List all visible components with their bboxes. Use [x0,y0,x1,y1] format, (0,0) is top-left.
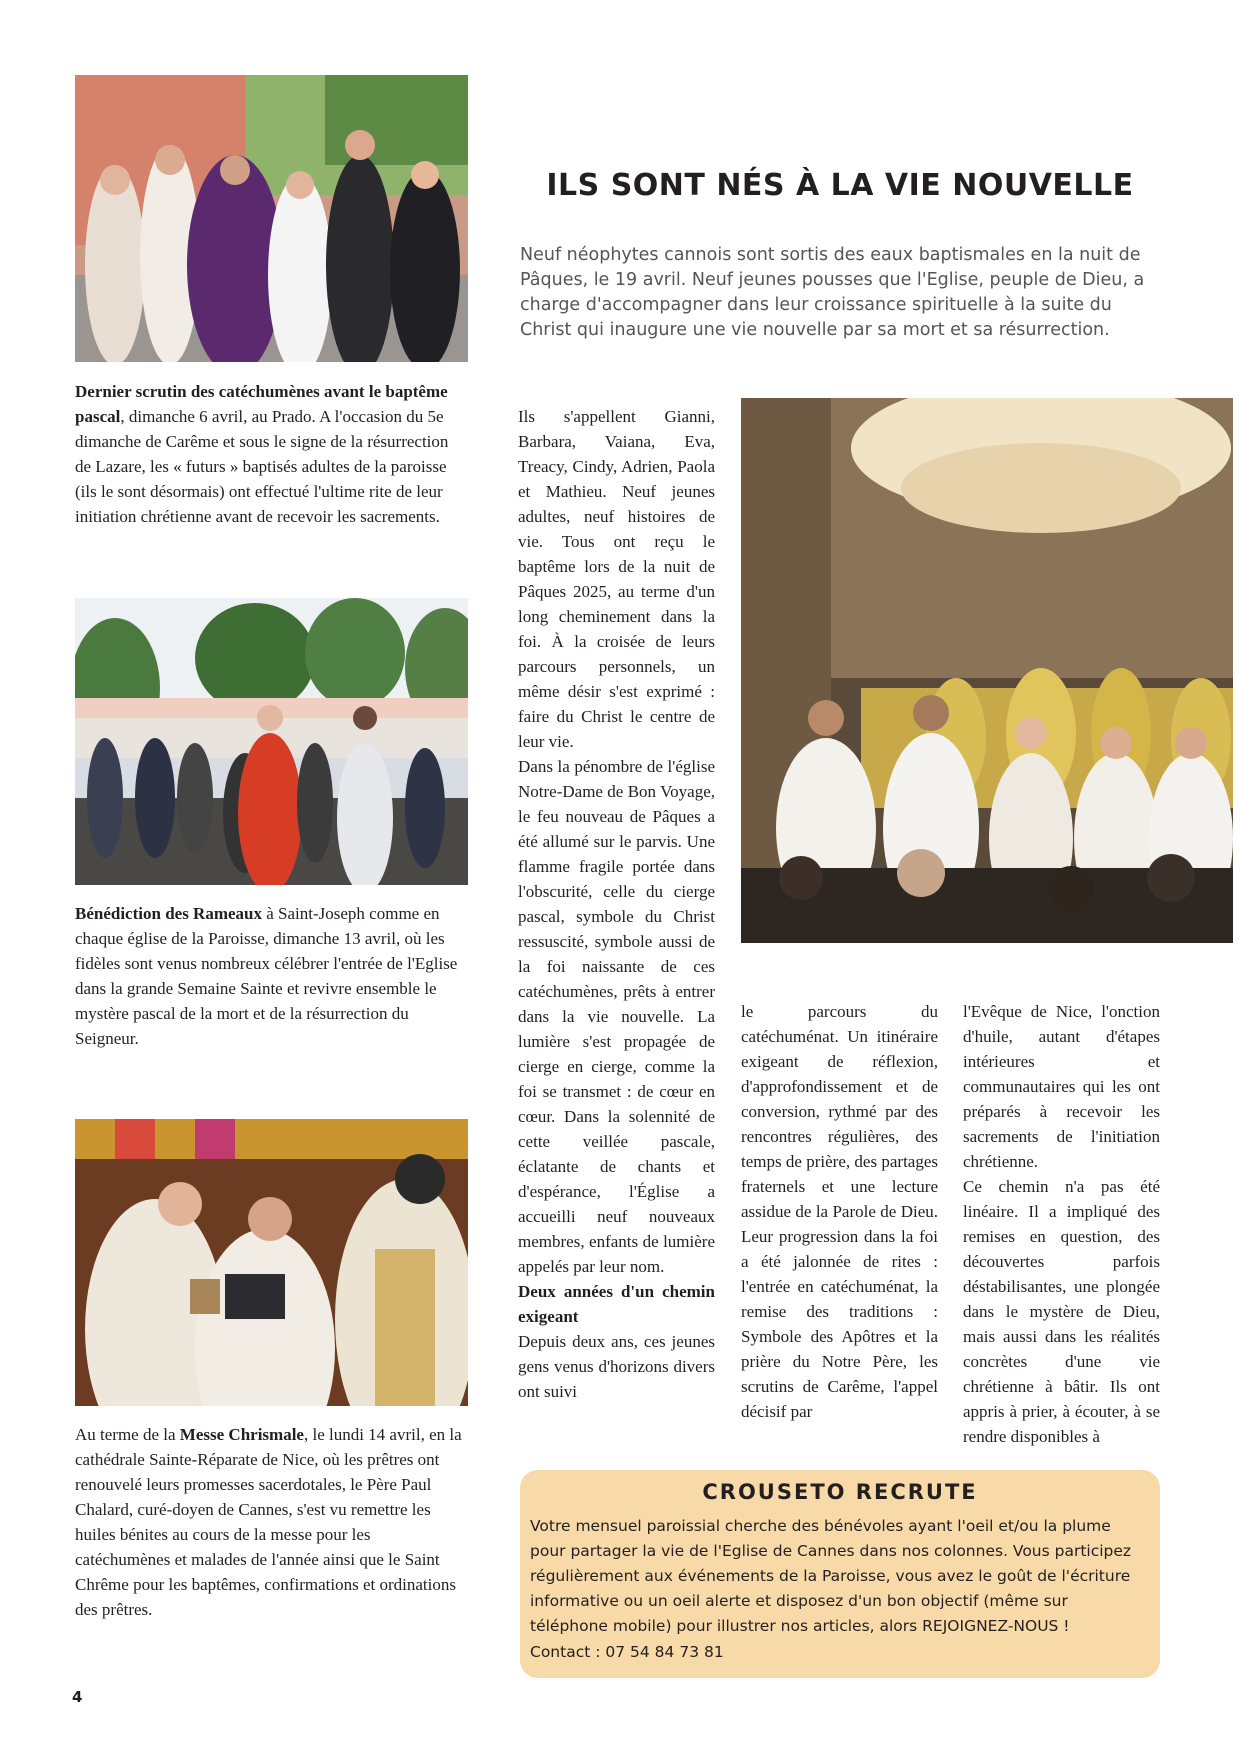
caption-chrismale-bold: Messe Chrismale [179,1425,304,1444]
caption-chrismale-before: Au terme de la [75,1425,180,1444]
photo-blessing-of-palms [75,598,468,885]
page-number: 4 [72,1688,83,1706]
recruit-body: Votre mensuel paroissial cherche des bénévoles ayant l'oeil et/ou la plume pour partager la vie de l'Eglise de Cannes dans nos colonnes. Vous participez régulièrement aux événements de la Paroisse, vous avez le goût de l'écriture informative ou un oeil alerte et disposez d'un bon objectif (même sur téléphone mobile) pour illustrer nos articles, alors REJOIGNEZ-NOUS ! [530,1517,1132,1635]
article-paragraph: l'Evêque de Nice, l'onction d'huile, autant d'étapes intérieures et communautaires qui les ont préparés à recevoir les sacrements de l'initiation chrétienne. [963,1002,1160,1171]
page-title: ILS SONT NÉS À LA VIE NOUVELLE [546,168,1134,203]
caption-chrismale [75,1422,468,1622]
article-column-1 [518,404,715,1404]
caption-scrutin-bold: Dernier scrutin des catéchumènes avant le baptême pascal [75,382,448,426]
article-paragraph: Ce chemin n'a pas été linéaire. Il a impliqué des remises en question, des découvertes parfois déstabilisantes, une plongée dans le mystère de Dieu, mais aussi dans les réalités concrètes d'une vie chrétienne à bâtir. Ils ont appris à prier, à écouter, à se rendre disponibles à [963,1177,1160,1446]
recruit-box [520,1470,1160,1678]
recruit-contact: Contact : 07 54 84 73 81 [530,1643,724,1661]
article-subheading: Deux années d'un chemin exigeant [518,1282,715,1326]
caption-rameaux-bold: Bénédiction des Rameaux [75,904,262,923]
photo-chrism-mass [75,1119,468,1406]
article-paragraph: Dans la pénombre de l'église Notre-Dame de Bon Voyage, le feu nouveau de Pâques a été allumé sur le parvis. Une flamme fragile portée dans l'obscurité, celle du cierge pascal, symbole du Christ ressuscité, symbole aussi de la foi naissante de ces catéchumènes, prêts à entrer dans la vie nouvelle. La lumière s'est propagée de cierge en cierge, comme la foi se transmet : de cœur en cœur. Dans la solennité de cette veillée pascale, éclatante de chants et d'espérance, l'Église a accueilli neuf nouveaux membres, enfants de lumière appelés par leur nom. [518,757,715,1276]
caption-chrismale-text: , le lundi 14 avril, en la cathédrale Sainte-Réparate de Nice, où les prêtres ont renouvelé leurs promesses sacerdotales, le Père Paul Chalard, curé-doyen de Cannes, s'est vu remettre les huiles bénites au cours de la messe pour les catéchumènes et malades de l'année ainsi que le Saint Chrême pour les baptêmes, confirmations et ordinations des prêtres. [75,1425,462,1619]
recruit-title: CROUSETO RECRUTE [702,1480,978,1504]
lead-paragraph: Neuf néophytes cannois sont sortis des eaux baptismales en la nuit de Pâques, le 19 avril. Neuf jeunes pousses que l'Eglise, peuple de Dieu, a charge d'accompagner dans leur croissance spirituelle à la suite du Christ qui inaugure une vie nouvelle par sa mort et sa résurrection. [520,245,1145,340]
photo-easter-vigil-baptism [741,398,1233,943]
article-paragraph: Ils s'appellent Gianni, Barbara, Vaiana, Eva, Treacy, Cindy, Adrien, Paola et Mathieu. Neuf jeunes adultes, neuf histoires de vie. Tous ont reçu le baptême lors de la nuit de Pâques 2025, au terme d'un long cheminement dans la foi. À la croisée de leurs parcours personnels, un même désir s'est exprimé : faire du Christ le centre de leur vie. [518,407,715,751]
photo-catechumens-group [75,75,468,362]
caption-rameaux [75,901,468,1051]
article-paragraph: Depuis deux ans, ces jeunes gens venus d'horizons divers ont suivi [518,1332,715,1401]
article-column-3 [963,999,1160,1449]
article-paragraph: le parcours du catéchuménat. Un itinéraire exigeant de réflexion, d'approfondissement et de conversion, rythmé par des rencontres régulières, des temps de prière, des partages fraternels et une lecture assidue de la Parole de Dieu. Leur progression dans la foi a été jalonnée de rites : l'entrée en catéchuménat, la remise des traditions : Symbole des Apôtres et la prière du Notre Père, les scrutins de Carême, l'appel décisif par [741,1002,938,1421]
caption-scrutin [75,379,468,529]
caption-scrutin-text: , dimanche 6 avril, au Prado. A l'occasion du 5e dimanche de Carême et sous le signe de la résurrection de Lazare, les « futurs » baptisés adultes de la paroisse (ils le sont désormais) ont effectué l'ultime rite de leur initiation chrétienne avant de recevoir les sacrements. [75,407,449,526]
caption-rameaux-text: à Saint-Joseph comme en chaque église de la Paroisse, dimanche 13 avril, où les fidèles sont venus nombreux célébrer l'entrée de l'Eglise dans la grande Semaine Sainte et revivre ensemble le mystère pascal de la mort et de la résurrection du Seigneur. [75,904,458,1048]
article-column-2 [741,999,938,1424]
